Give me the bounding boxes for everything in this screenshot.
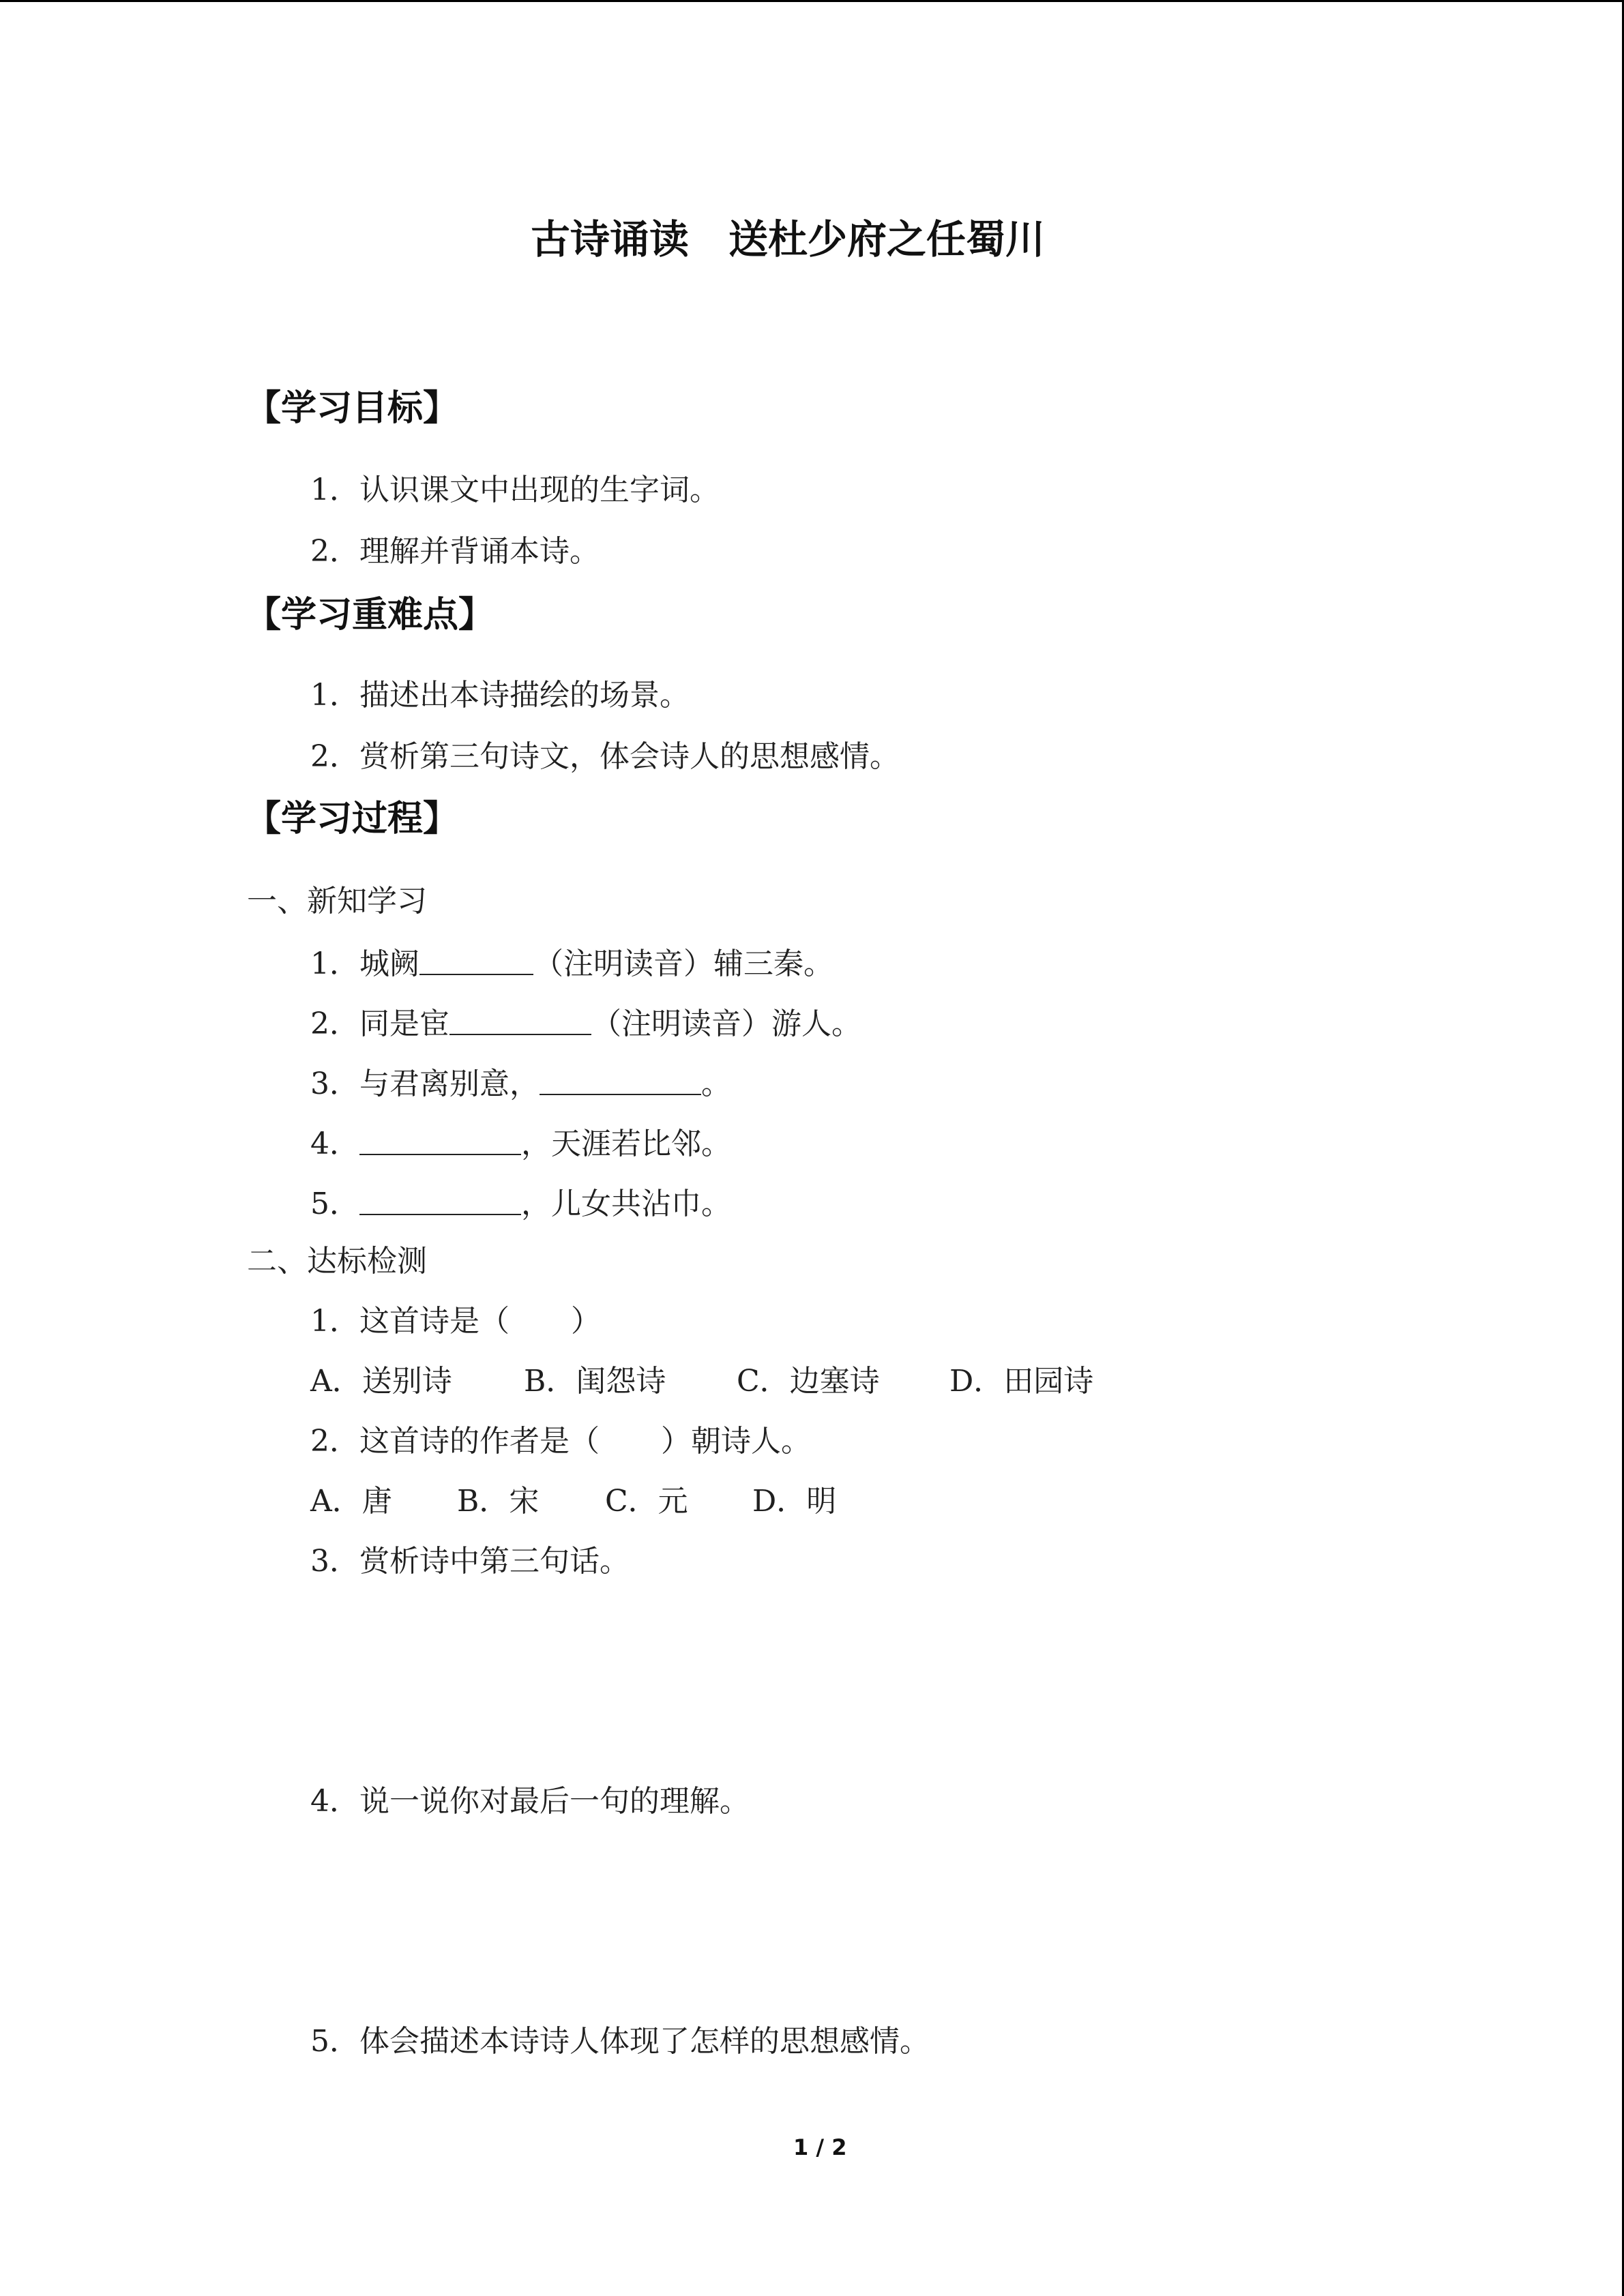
question-text: 5．	[310, 1187, 359, 1221]
option-d: D．明	[752, 1484, 837, 1519]
question-2-fill	[310, 1007, 861, 1039]
objectives-heading: 【学习目标】	[246, 388, 459, 429]
question-text: （注明读音）游人。	[591, 1007, 861, 1041]
option-a: A．唐	[310, 1484, 392, 1519]
option-a: A．送别诗	[310, 1364, 452, 1399]
question-3-fill	[310, 1067, 731, 1099]
answer-blank[interactable]	[449, 1007, 591, 1035]
process-heading: 【学习过程】	[246, 799, 459, 839]
question-1-fill	[310, 946, 833, 979]
option-b: B．闺怨诗	[524, 1364, 666, 1399]
question-text: 1．这首诗是（	[310, 1304, 510, 1339]
question-text: ）	[571, 1304, 601, 1339]
question-text: 。	[701, 1067, 731, 1101]
test-question-4: 4．说一说你对最后一句的理解。	[310, 1784, 750, 1819]
answer-blank[interactable]	[419, 946, 533, 975]
answer-blank[interactable]	[540, 1067, 701, 1095]
option-d: D．田园诗	[949, 1364, 1094, 1399]
question-text: ，儿女共沾巾。	[521, 1187, 731, 1221]
option-c: C．边塞诗	[737, 1364, 880, 1399]
question-text: 4．	[310, 1127, 359, 1161]
test-question-5: 5．体会描述本诗诗人体现了怎样的思想感情。	[310, 2024, 930, 2059]
question-text: 1．城阙	[310, 946, 419, 981]
question-text: 2．同是宦	[310, 1007, 449, 1041]
key-point-item: 2．赏析第三句诗文，体会诗人的思想感情。	[310, 739, 900, 774]
page-number: 1 / 2	[793, 2134, 847, 2160]
key-point-item: 1．描述出本诗描绘的场景。	[310, 678, 690, 713]
test-question-1	[310, 1304, 601, 1339]
objective-item: 1．认识课文中出现的生字词。	[310, 473, 720, 507]
question-4-fill	[310, 1127, 731, 1159]
answer-blank[interactable]	[359, 1127, 521, 1155]
part2-heading: 二、达标检测	[247, 1244, 427, 1279]
answer-blank[interactable]	[359, 1187, 521, 1215]
question-text: （注明读音）辅三秦。	[533, 946, 833, 981]
question-text: ）朝诗人。	[661, 1424, 811, 1459]
option-c: C．元	[605, 1484, 688, 1519]
question-5-fill	[310, 1187, 731, 1219]
top-border-line	[0, 0, 1624, 2]
test-question-2	[310, 1424, 811, 1459]
test-question-3: 3．赏析诗中第三句话。	[310, 1544, 630, 1579]
option-b: B．宋	[457, 1484, 540, 1519]
objective-item: 2．理解并背诵本诗。	[310, 534, 600, 569]
part1-heading: 一、新知学习	[247, 884, 427, 919]
document-title: 古诗诵读 送杜少府之任蜀川	[531, 216, 1046, 263]
question-text: ，天涯若比邻。	[521, 1127, 731, 1161]
key-points-heading: 【学习重难点】	[246, 595, 494, 636]
question-text: 2．这首诗的作者是（	[310, 1424, 600, 1459]
question-text: 3．与君离别意，	[310, 1067, 540, 1101]
